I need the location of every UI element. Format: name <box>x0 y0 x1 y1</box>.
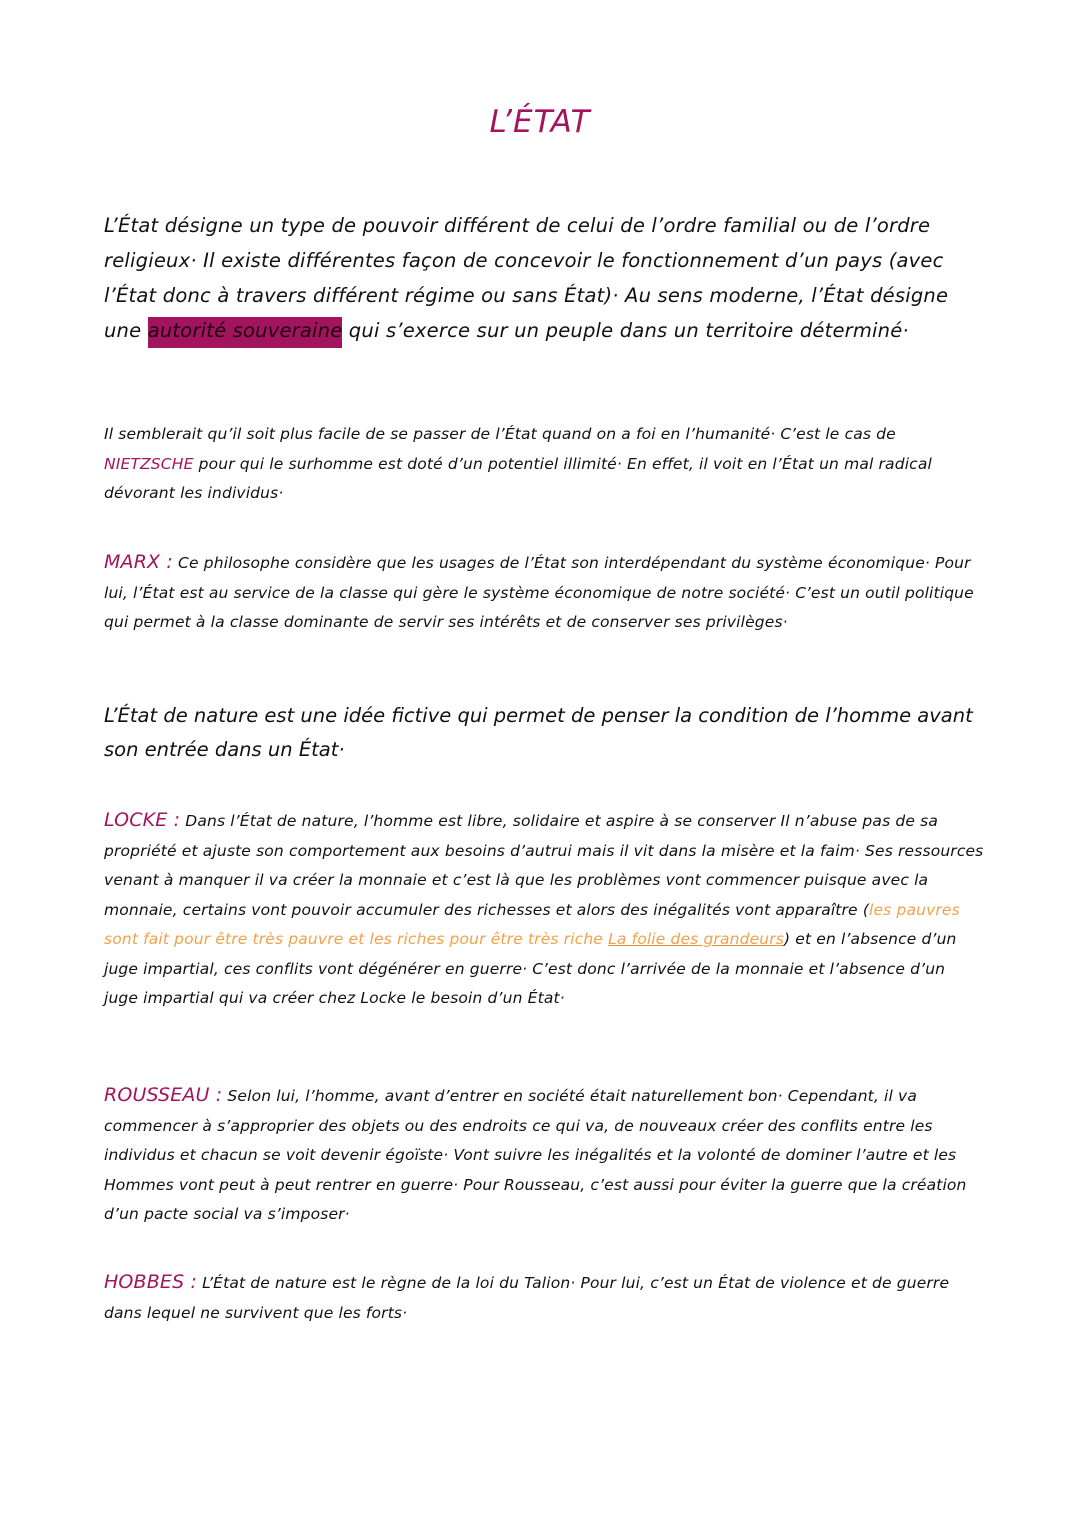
locke-orange-quote: les pauvres sont fait pour être très pauvre et les riches pour être très riche <box>104 900 960 948</box>
locke-text-after: ) et en l’absence d’un juge impartial, ces conflits vont dégénérer en guerre· C’est donc l’arrivée de la monnaie et l’absence d’un juge impartial qui va créer chez Locke le besoin d’un État· <box>104 930 957 1007</box>
rousseau-text: Selon lui, l’homme, avant d’entrer en société était naturellement bon· Cependant, il va commencer à s’approprier des objets ou des endroits ce qui va, de nouveaux créer des conflits entre les individus et chacun se voit devenir égoïste· Vont suivre les inégalités et la volonté de dominer l’autre et les Hommes vont peut à peut rentrer en guerre· Pour Rousseau, c’est aussi pour éviter la guerre que la création d’un pacte social va s’imposer· <box>104 1087 967 1223</box>
rousseau-paragraph <box>104 1081 984 1230</box>
intro-text-after: qui s’exerce sur un peuple dans un territoire déterminé· <box>342 319 909 342</box>
intro-paragraph <box>104 208 984 348</box>
locke-paragraph <box>104 806 984 1014</box>
hobbes-text: L’État de nature est le règne de la loi du Talion· Pour lui, c’est un État de violence et de guerre dans lequel ne survivent que les forts· <box>104 1274 950 1322</box>
nietzsche-text-after: pour qui le surhomme est doté d’un potentiel illimité· En effet, il voit en l’État un mal radical dévorant les individus· <box>104 454 932 502</box>
nietzsche-text-before: Il semblerait qu’il soit plus facile de se passer de l’État quand on a foi en l’humanité· C’est le cas de <box>104 425 896 443</box>
marx-paragraph <box>104 548 984 638</box>
hobbes-name: HOBBES : <box>104 1271 198 1293</box>
locke-text-before: Dans l’État de nature, l’homme est libre, solidaire et aspire à se conserver Il n’abuse pas de sa propriété et ajuste son comportement aux besoins d’autrui mais il vit dans la misère et la faim· Ses ressources venant à manquer il va créer la monnaie et c’est là que les problèmes vont commencer puisque avec la monnaie, certains vont pouvoir accumuler des richesses et alors des inégalités vont apparaître ( <box>104 812 984 919</box>
marx-text: Ce philosophe considère que les usages de l’État son interdépendant du système économique· Pour lui, l’État est au service de la classe qui gère le système économique de notre société· C’est un outil politique qui permet à la classe dominante de servir ses intérêts et de conserver ses privilèges· <box>104 554 974 631</box>
page-title: L’ÉTAT <box>489 104 591 140</box>
highlighted-term: autorité souveraine <box>148 317 343 348</box>
hobbes-paragraph <box>104 1268 984 1328</box>
locke-name: LOCKE : <box>104 809 181 831</box>
nietzsche-name: NIETZSCHE <box>104 454 194 473</box>
nietzsche-paragraph <box>104 420 984 509</box>
rousseau-name: ROUSSEAU : <box>104 1084 223 1106</box>
state-of-nature-paragraph <box>104 699 984 767</box>
marx-name: MARX : <box>104 551 173 573</box>
intro-text-before: L’État désigne un type de pouvoir différent de celui de l’ordre familial ou de l’ordre religieux· Il existe différentes façon de concevoir le fonctionnement d’un pays (avec l’État donc à travers différent régime ou sans État)· Au sens moderne, l’État désigne une <box>104 214 949 342</box>
folie-des-grandeurs-link[interactable]: La folie des grandeurs <box>608 930 785 948</box>
state-of-nature-text: L’État de nature est une idée fictive qui permet de penser la condition de l’homme avant son entrée dans un État· <box>104 704 973 761</box>
